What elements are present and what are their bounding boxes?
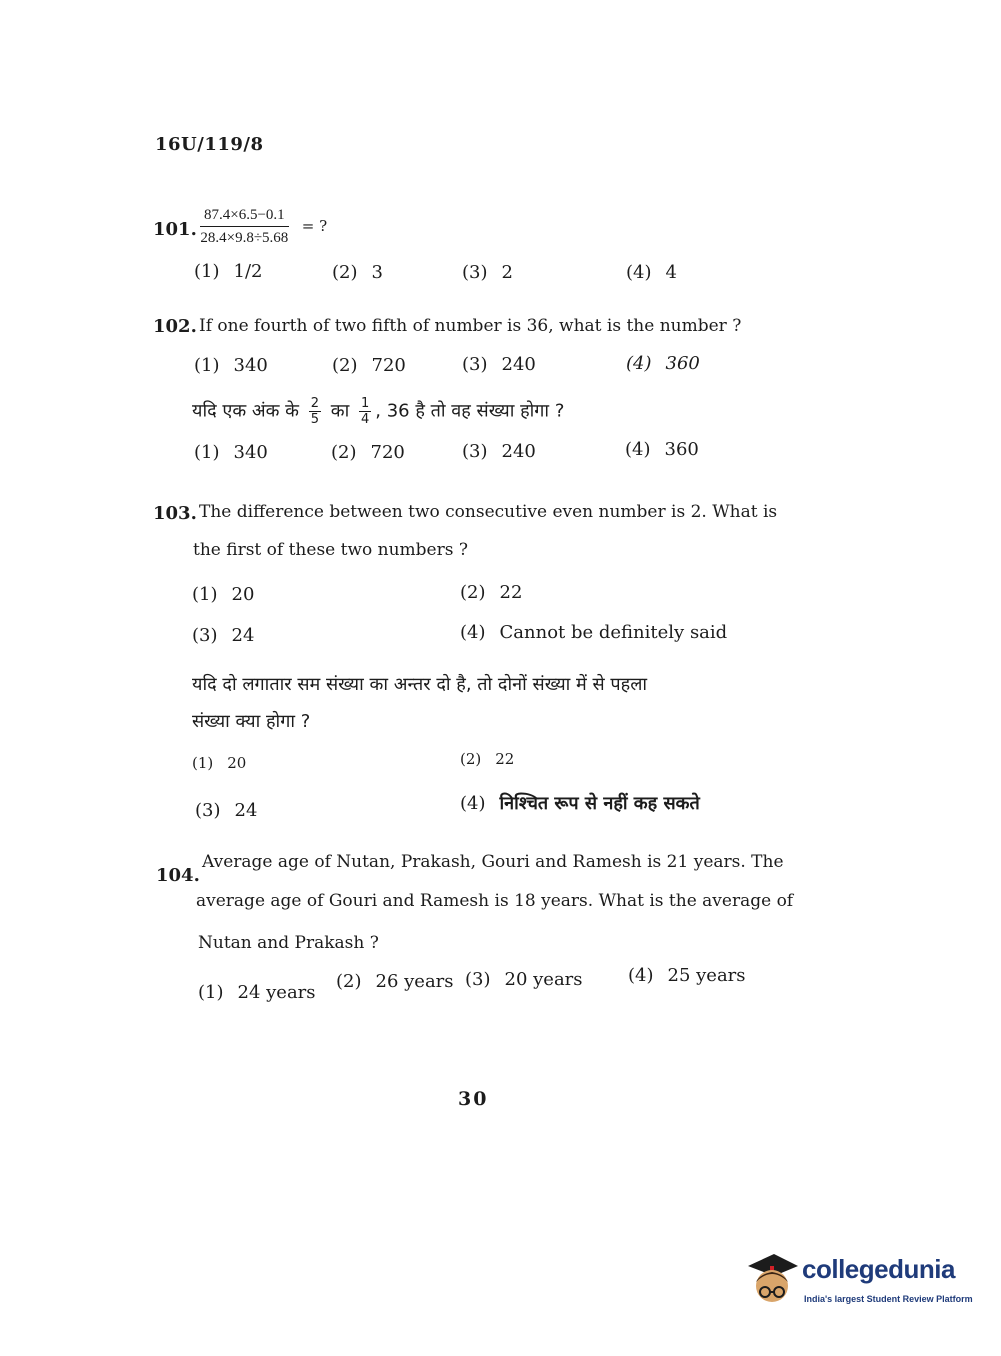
q103-option-1[interactable]: (1) 20 — [192, 584, 255, 605]
brand-tagline: India's largest Student Review Platform — [804, 1294, 973, 1304]
question-103-hindi-line1: यदि दो लगातार सम संख्या का अन्तर दो है, तो दोनों संख्या में से पहला — [192, 674, 648, 695]
q103-option-2[interactable]: (2) 22 — [460, 582, 523, 603]
q102-hindi-option-4[interactable]: (4) 360 — [625, 439, 699, 460]
question-103-text-line1: The difference between two consecutive even number is 2. What is — [199, 502, 778, 522]
q104-option-3[interactable]: (3) 20 years — [465, 969, 583, 990]
question-104-text-line3: Nutan and Prakash ? — [198, 933, 379, 953]
q101-option-3[interactable]: (3) 2 — [462, 262, 513, 283]
question-101-expression — [200, 204, 327, 249]
question-number-102: 102. — [153, 316, 197, 337]
q101-option-2[interactable]: (2) 3 — [332, 262, 383, 283]
q102-hindi-option-2[interactable]: (2) 720 — [331, 442, 405, 463]
q104-option-4[interactable]: (4) 25 years — [628, 965, 746, 986]
q102-option-2[interactable]: (2) 720 — [332, 355, 406, 376]
q103-hindi-option-4[interactable]: (4) निश्चित रूप से नहीं कह सकते — [460, 793, 700, 814]
q103-hindi-option-2[interactable]: (2) 22 — [460, 750, 515, 768]
expression-tail: = ? — [301, 217, 328, 235]
q103-hindi-option-1[interactable]: (1) 20 — [192, 754, 247, 772]
fraction-two-fifth: $\frac{2}{5}$ — [310, 396, 320, 427]
brand-name: collegedunia — [802, 1254, 955, 1284]
q101-option-1[interactable]: (1) 1/2 — [194, 261, 263, 282]
question-102-text: If one fourth of two fifth of number is 36, what is the number ? — [199, 316, 742, 336]
question-104-text-line1: Average age of Nutan, Prakash, Gouri and Ramesh is 21 years. The — [202, 852, 784, 872]
question-103-text-line2: the first of these two numbers ? — [193, 540, 468, 560]
question-number-103: 103. — [153, 503, 197, 524]
q103-option-3[interactable]: (3) 24 — [192, 625, 255, 646]
paper-code: 16U/119/8 — [155, 134, 264, 155]
page-number: 30 — [458, 1088, 489, 1110]
question-104-text-line2: average age of Gouri and Ramesh is 18 years. What is the average of — [196, 891, 794, 911]
q101-option-4[interactable]: (4) 4 — [626, 262, 677, 283]
question-number-101: 101. — [153, 219, 197, 240]
q102-option-4[interactable]: (4) 360 — [626, 353, 700, 374]
q103-option-4[interactable]: (4) Cannot be definitely said — [460, 622, 728, 643]
question-102-hindi: यदि एक अंक के $\frac{2}{5}$ का $\frac{1}{4}$ , 36 है तो वह संख्या होगा ? — [192, 396, 565, 427]
q104-option-2[interactable]: (2) 26 years — [336, 971, 454, 992]
q102-hindi-option-3[interactable]: (3) 240 — [462, 441, 536, 462]
q104-option-1[interactable]: (1) 24 years — [198, 982, 316, 1003]
fraction-denominator: 28.4×9.8÷5.68 — [200, 230, 289, 246]
question-number-104: 104. — [156, 865, 200, 886]
fraction-numerator: 87.4×6.5−0.1 — [200, 204, 289, 227]
expression-fraction — [200, 204, 289, 249]
collegedunia-watermark — [744, 1248, 974, 1318]
q102-option-1[interactable]: (1) 340 — [194, 355, 268, 376]
question-103-hindi-line2: संख्या क्या होगा ? — [192, 711, 311, 732]
q102-option-3[interactable]: (3) 240 — [462, 354, 536, 375]
q103-hindi-option-3[interactable]: (3) 24 — [195, 800, 258, 821]
fraction-one-fourth: $\frac{1}{4}$ — [361, 396, 370, 427]
mascot-icon — [744, 1248, 800, 1312]
q102-hindi-option-1[interactable]: (1) 340 — [194, 442, 268, 463]
